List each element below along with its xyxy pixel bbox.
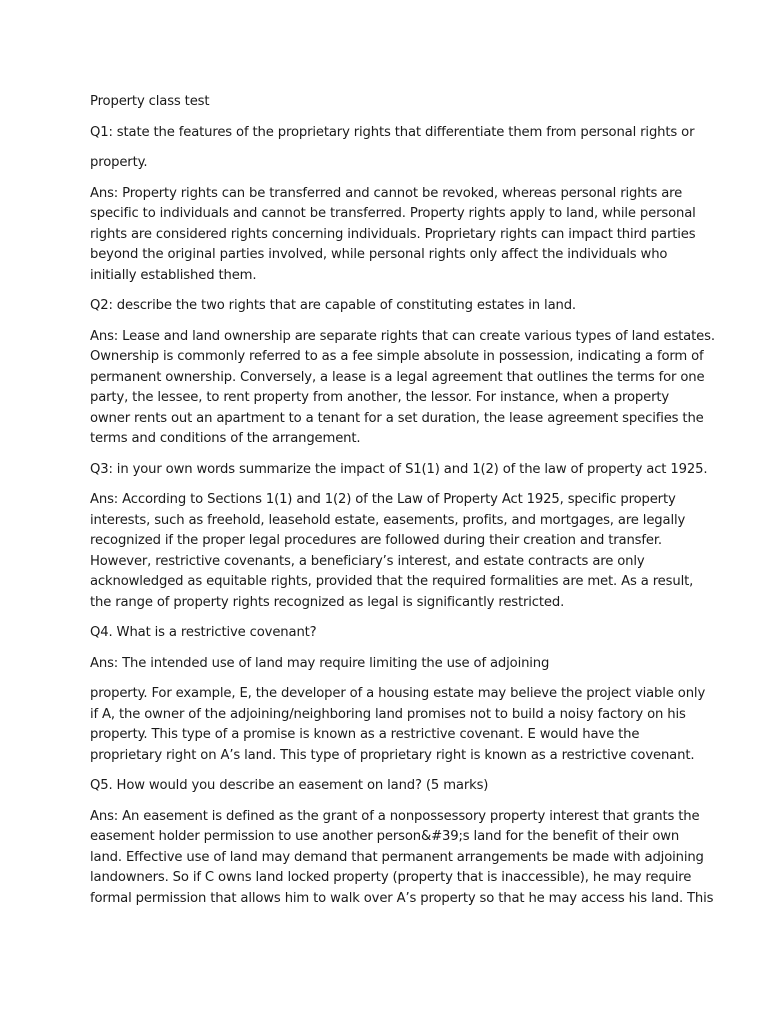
text-line: Ans: The intended use of land may require limiting the use of adjoining — [90, 655, 550, 671]
question-2 — [90, 296, 682, 317]
text-line: proprietary right on A’s land. This type of proprietary right is known as a restrictive covenant. — [90, 747, 695, 763]
text-line: However, restrictive covenants, a beneficiary’s interest, and estate contracts are only — [90, 553, 645, 569]
document-body — [90, 92, 715, 919]
text-line: property. This type of a promise is known as a restrictive covenant. E would have the — [90, 727, 640, 742]
text-line: Q3: in your own words summarize the impact of S1(1) and 1(2) of the law of property act 1925. — [90, 461, 708, 477]
text-line: Q2: describe the two rights that are capable of constituting estates in land. — [90, 298, 576, 313]
text-line: Ans: Lease and land ownership are separate rights that can create various types of land estates. — [90, 328, 715, 344]
question-3 — [90, 460, 708, 481]
text-line: formal permission that allows him to walk over A’s property so that he may access his land. This — [90, 890, 714, 906]
title-line: Property class test — [90, 94, 210, 109]
text-line: Q5. How would you describe an easement on land? (5 marks) — [90, 778, 489, 793]
text-line: Ans: Property rights can be transferred and cannot be revoked, whereas personal rights are — [90, 185, 683, 201]
answer-5 — [90, 807, 714, 910]
text-line: initially established them. — [90, 267, 257, 283]
answer-4-intro — [90, 654, 682, 675]
text-line: Ans: An easement is defined as the grant of a nonpossessory property interest that grants the — [90, 808, 700, 824]
text-line: acknowledged as equitable rights, provided that the required formalities are met. As a result, — [90, 574, 694, 589]
text-line: terms and conditions of the arrangement. — [90, 431, 361, 446]
text-line: beyond the original parties involved, while personal rights only affect the individuals who — [90, 247, 668, 262]
document-title — [90, 92, 682, 113]
question-4 — [90, 623, 682, 644]
text-line: recognized if the proper legal procedures are followed during their creation and transfer. — [90, 533, 662, 548]
text-line: Ownership is commonly referred to as a fee simple absolute in possession, indicating a form of — [90, 349, 704, 364]
answer-1 — [90, 184, 696, 287]
question-1-continued — [90, 153, 682, 174]
question-5 — [90, 776, 682, 797]
text-line: party, the lessee, to rent property from another, the lessor. For instance, when a property — [90, 390, 670, 405]
text-line: property. — [90, 155, 148, 170]
text-line: Q1: state the features of the proprietary rights that differentiate them from personal rights or — [90, 124, 695, 140]
answer-2 — [90, 327, 715, 450]
text-line: easement holder permission to use another person&#39;s land for the benefit of their own — [90, 829, 680, 844]
text-line: if A, the owner of the adjoining/neighboring land promises not to build a noisy factory on his — [90, 706, 686, 722]
text-line: interests, such as freehold, leasehold estate, easements, profits, and mortgages, are legally — [90, 512, 686, 528]
text-line: specific to individuals and cannot be transferred. Property rights apply to land, while personal — [90, 206, 696, 221]
text-line: permanent ownership. Conversely, a lease is a legal agreement that outlines the terms for one — [90, 369, 705, 385]
text-line: owner rents out an apartment to a tenant for a set duration, the lease agreement specifies the — [90, 410, 704, 426]
text-line: the range of property rights recognized as legal is significantly restricted. — [90, 594, 565, 610]
text-line: rights are considered rights concerning individuals. Proprietary rights can impact third parties — [90, 226, 696, 242]
text-line: property. For example, E, the developer of a housing estate may believe the project viable only — [90, 686, 706, 701]
text-line: Ans: According to Sections 1(1) and 1(2) of the Law of Property Act 1925, specific property — [90, 492, 676, 507]
text-line: Q4. What is a restrictive covenant? — [90, 625, 317, 640]
text-line: land. Effective use of land may demand that permanent arrangements be made with adjoining — [90, 849, 704, 865]
answer-4-body — [90, 684, 706, 766]
text-line: landowners. So if C owns land locked property (property that is inaccessible), he may require — [90, 870, 692, 885]
question-1 — [90, 123, 695, 144]
answer-3 — [90, 490, 694, 613]
